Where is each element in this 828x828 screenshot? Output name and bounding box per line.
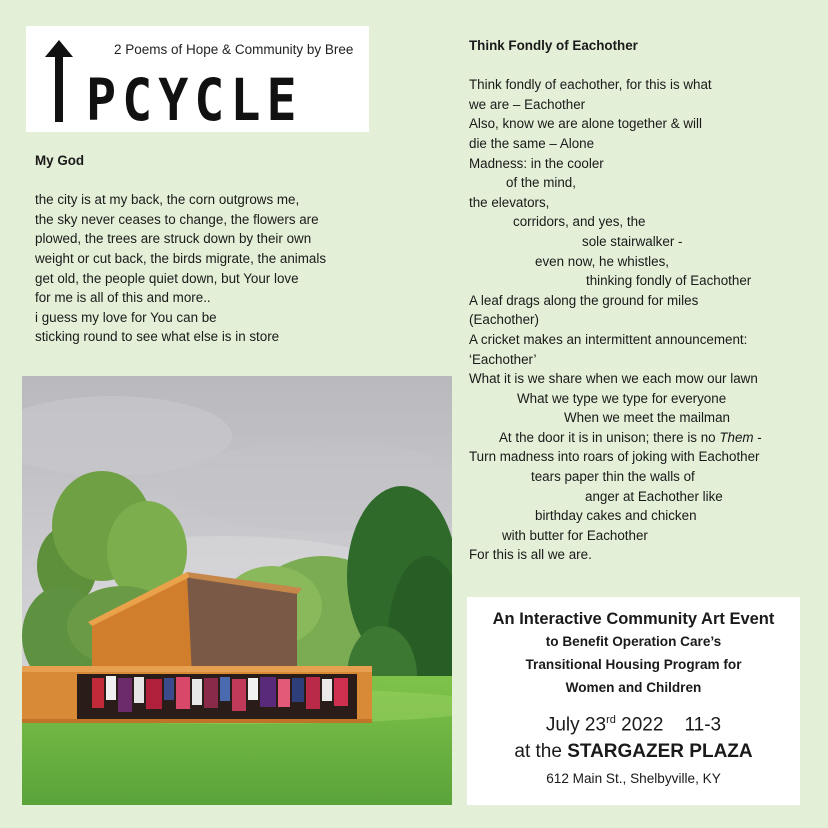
barn-painting-illustration: [22, 376, 452, 805]
poem2-line: we are – Eachother: [469, 96, 586, 112]
event-date-day: July 23: [545, 714, 607, 736]
poem2-line: A leaf drags along the ground for miles: [469, 292, 699, 308]
event-venue: STARGAZER PLAZA: [567, 741, 753, 763]
poem1-line: i guess my love for You can be: [35, 309, 217, 325]
event-location-prefix: at the: [514, 741, 568, 763]
poem2-line: A cricket makes an intermittent announcement:: [469, 331, 748, 347]
poem1-line: plowed, the trees are struck down by their own: [35, 231, 312, 247]
event-date-suffix: rd: [606, 714, 616, 726]
poem2-line: Madness: in the cooler: [469, 155, 604, 171]
poem1-line: the city is at my back, the corn outgrows me,: [35, 192, 300, 208]
poem2-line: thinking fondly of Eachother: [586, 273, 752, 289]
poem2-line: For this is all we are.: [469, 547, 592, 563]
poem1-line: the sky never ceases to change, the flowers are: [35, 211, 319, 227]
poem1-line: for me is all of this and more..: [35, 290, 211, 306]
poem-my-god: [35, 151, 435, 347]
poem2-line: birthday cakes and chicken: [535, 508, 697, 524]
poem2-line: tears paper thin the walls of: [531, 469, 695, 485]
event-date-time: 2022 11-3: [615, 714, 722, 736]
title-card: [26, 26, 369, 132]
poem2-line: corridors, and yes, the: [513, 214, 646, 230]
event-info-card: [467, 597, 800, 805]
poem2-line-text: At the door it is in unison; there is no: [499, 429, 716, 445]
event-title: An Interactive Community Art Event: [492, 610, 775, 628]
poem2-line: (Eachother): [469, 312, 539, 328]
poem-think-fondly: [469, 36, 819, 565]
poem2-line: the elevators,: [469, 194, 550, 210]
poem2-line: ‘Eachother’: [469, 351, 537, 367]
up-arrow-icon: [44, 40, 74, 122]
poem2-line: with butter for Eachother: [502, 527, 648, 543]
event-subtitle-3: Women and Children: [565, 680, 702, 695]
poem2-line: die the same – Alone: [469, 135, 595, 151]
poem2-line: What it is we share when we each mow our lawn: [469, 371, 758, 387]
event-subtitle-1: to Benefit Operation Care’s: [545, 634, 722, 649]
event-address: 612 Main St., Shelbyville, KY: [546, 771, 721, 787]
poem2-line: anger at Eachother like: [585, 488, 723, 504]
poem2-title: Think Fondly of Eachother: [469, 38, 638, 53]
poem2-line: even now, he whistles,: [535, 253, 669, 269]
event-location: [467, 738, 800, 766]
poem2-line: When we meet the mailman: [564, 410, 730, 426]
poem2-line: Turn madness into roars of joking with Eachother: [469, 449, 760, 465]
event-subtitle-2: Transitional Housing Program for: [525, 657, 742, 672]
poem2-line: Also, know we are alone together & will: [469, 116, 702, 132]
event-date: [467, 707, 800, 738]
poem1-line: sticking round to see what else is in store: [35, 329, 280, 345]
poem1-line: get old, the people quiet down, but Your love: [35, 270, 299, 286]
header-subtitle: 2 Poems of Hope & Community by Bree: [114, 42, 354, 57]
poem1-title: My God: [35, 153, 85, 168]
logo-wordmark: PCYCLE: [86, 66, 303, 134]
poem2-line: What we type we type for everyone: [517, 390, 727, 406]
poem1-line: weight or cut back, the birds migrate, the animals: [35, 250, 327, 266]
poem2-line: of the mind,: [506, 175, 576, 191]
poem2-line: Think fondly of eachother, for this is what: [469, 77, 712, 93]
poem2-line-dash: -: [753, 429, 762, 445]
poem2-line: sole stairwalker -: [582, 233, 683, 249]
poem2-emphasis: Them: [719, 429, 754, 445]
barn-painting: [22, 376, 452, 805]
poem2-line: [469, 428, 819, 448]
